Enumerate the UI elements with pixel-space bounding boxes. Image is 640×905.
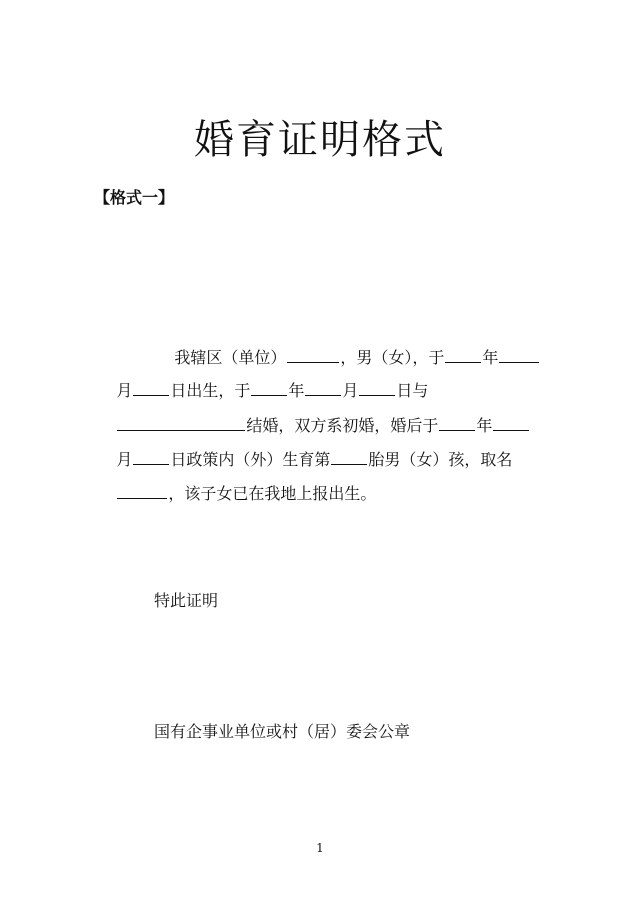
text-segment: 月 [342, 381, 359, 400]
text-segment: 日政策内（外）生育第 [170, 450, 331, 469]
text-segment: 年 [482, 348, 499, 367]
text-segment: 月 [116, 450, 133, 469]
text-segment: 胎男（女）孩，取名 [368, 450, 513, 469]
closing-statement: 特此证明 [154, 591, 219, 610]
blank-field [445, 347, 481, 363]
format-label: 【格式一】 [94, 188, 175, 207]
text-segment: 日出生，于 [170, 381, 251, 400]
text-segment: ，男（女），于 [340, 348, 445, 367]
blank-field [499, 347, 539, 363]
body-line-5 [96, 458, 376, 530]
page-number: 1 [316, 841, 324, 855]
document-title: 婚育证明格式 [194, 117, 446, 163]
blank-field [117, 483, 167, 499]
text-segment: 结婚，双方系初婚，婚后于 [246, 416, 439, 435]
text-segment: ，该子女已在我地上报出生。 [168, 484, 377, 503]
text-segment: 我辖区（单位） [174, 348, 287, 367]
text-segment: 日与 [396, 381, 429, 400]
text-segment: 月 [116, 381, 133, 400]
text-segment: 年 [288, 381, 305, 400]
text-segment: 年 [476, 416, 493, 435]
seal-label: 国有企事业单位或村（居）委会公章 [154, 722, 411, 741]
